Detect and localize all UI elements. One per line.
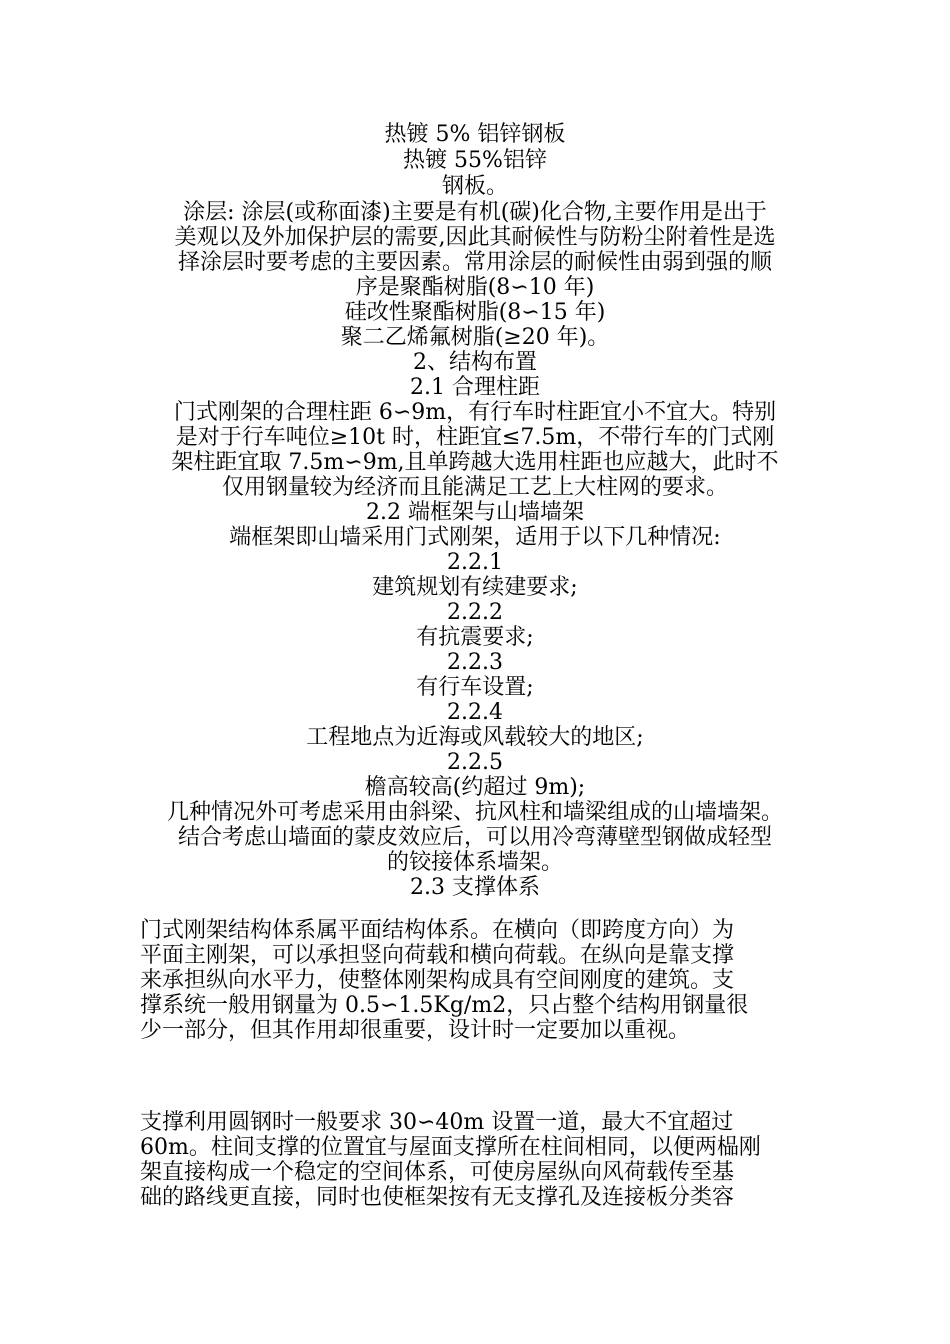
list-item-text: 有行车设置; — [416, 675, 534, 700]
section-2-2-intro: 端框架即山墙采用门式刚架，适用于以下几种情况: — [229, 525, 721, 550]
coating-paragraph-line: 序是聚酯树脂(8∽10 年) — [355, 275, 595, 300]
section-2-3-paragraph-2-line: 础的路线更直接，同时也使框架按有无支撑孔及连接板分类容 — [140, 1185, 735, 1210]
coating-item-pvdf: 聚二乙烯氟树脂(≥20 年)。 — [340, 325, 610, 350]
coating-paragraph-line: 择涂层时要考虑的主要因素。常用涂层的耐候性由弱到强的顺 — [177, 250, 772, 275]
section-2-3-paragraph-1-line: 撑系统一般用钢量为 0.5∽1.5Kg/m2，只占整个结构用钢量很 — [140, 993, 749, 1018]
coating-material-line-2: 热镀 55%铝锌 — [403, 148, 547, 173]
list-item-text: 建筑规划有续建要求; — [372, 575, 578, 600]
list-item-text: 工程地点为近海或风载较大的地区; — [306, 725, 644, 750]
section-2-3-heading: 2.3 支撑体系 — [410, 875, 540, 900]
section-2-3-paragraph-1-line: 平面主刚架，可以承担竖向荷载和横向荷载。在纵向是靠支撑 — [140, 943, 735, 968]
list-item-number: 2.2.5 — [447, 750, 503, 775]
section-2-3-paragraph-2-line: 架直接构成一个稳定的空间体系，可使房屋纵向风荷载传至基 — [140, 1160, 735, 1185]
section-2-2-closing-line: 几种情况外可考虑采用由斜梁、抗风柱和墙梁组成的山墙墙架。 — [166, 800, 783, 825]
section-2-3-paragraph-2-line: 支撑利用圆钢时一般要求 30∽40m 设置一道，最大不宜超过 — [140, 1110, 734, 1135]
list-item-number: 2.2.1 — [447, 550, 503, 575]
list-item-number: 2.2.2 — [447, 600, 503, 625]
section-2-1-paragraph-line: 仅用钢量较为经济而且能满足工艺上大柱网的要求。 — [221, 475, 728, 500]
section-2-1-heading: 2.1 合理柱距 — [410, 375, 540, 400]
section-2-1-paragraph-line: 门式刚架的合理柱距 6∽9m，有行车时柱距宜小不宜大。特别 — [173, 400, 777, 425]
coating-material-line-3: 钢板。 — [441, 174, 508, 199]
coating-paragraph-line: 美观以及外加保护层的需要,因此其耐候性与防粉尘附着性是选 — [174, 225, 776, 250]
coating-material-line-1: 热镀 5% 铝锌钢板 — [384, 122, 566, 147]
section-2-1-paragraph-line: 架柱距宜取 7.5m∽9m,且单跨越大选用柱距也应越大，此时不 — [171, 450, 779, 475]
list-item-text: 檐高较高(约超过 9m); — [364, 775, 586, 800]
list-item-number: 2.2.4 — [447, 700, 503, 725]
coating-item-silicone: 硅改性聚酯树脂(8∽15 年) — [344, 300, 606, 325]
section-2-1-paragraph-line: 是对于行车吨位≥10t 时，柱距宜≤7.5m，不带行车的门式刚 — [175, 425, 775, 450]
list-item-text: 有抗震要求; — [416, 625, 534, 650]
section-2-3-paragraph-2-line: 60m。柱间支撑的位置宜与屋面支撑所在柱间相同，以便两榀刚 — [140, 1135, 761, 1160]
list-item-number: 2.2.3 — [447, 650, 503, 675]
section-2-3-paragraph-1-line: 门式刚架结构体系属平面结构体系。在横向（即跨度方向）为 — [140, 918, 735, 943]
coating-paragraph-line: 涂层: 涂层(或称面漆)主要是有机(碳)化合物,主要作用是出于 — [183, 200, 767, 225]
section-2-3-paragraph-1-line: 少一部分，但其作用却很重要，设计时一定要加以重视。 — [140, 1018, 691, 1043]
section-2-3-paragraph-1-line: 来承担纵向水平力，使整体刚架构成具有空间刚度的建筑。支 — [140, 968, 735, 993]
section-2-2-closing-line: 结合考虑山墙面的蒙皮效应后，可以用冷弯薄壁型钢做成轻型 — [177, 825, 772, 850]
section-2-heading: 2、结构布置 — [413, 350, 537, 375]
section-2-2-heading: 2.2 端框架与山墙墙架 — [366, 500, 584, 525]
section-2-2-closing-line: 的铰接体系墙架。 — [386, 850, 563, 875]
